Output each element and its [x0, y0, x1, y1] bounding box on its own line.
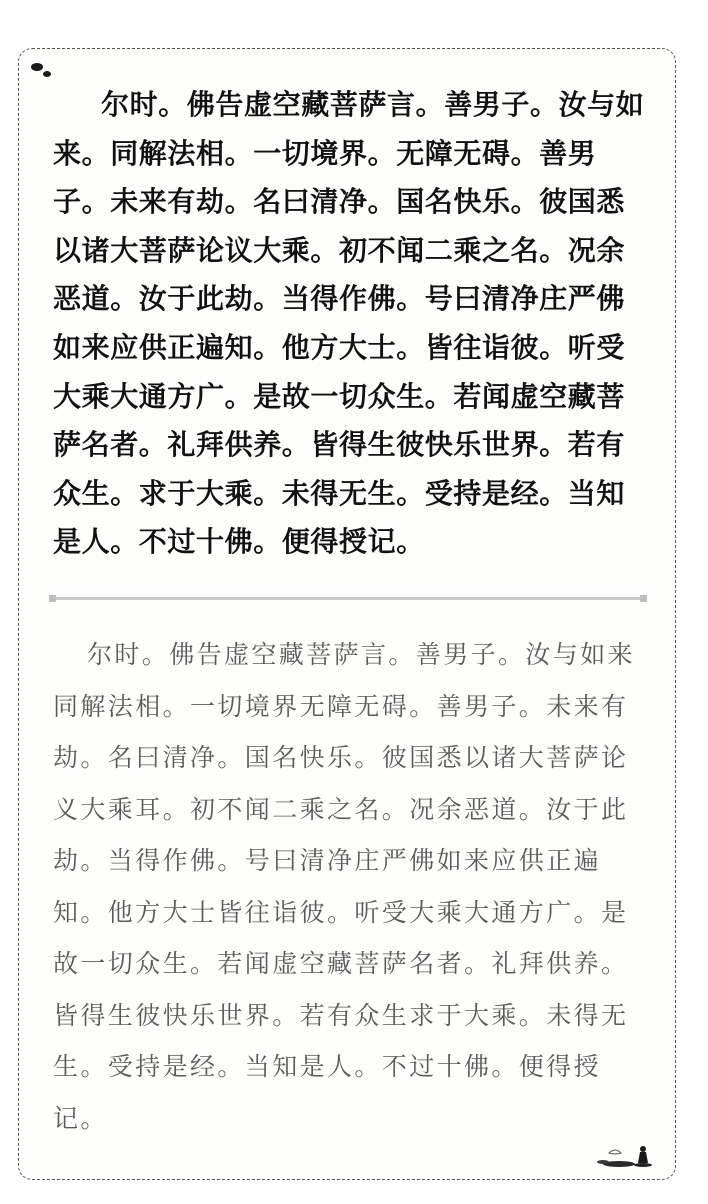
ink-figure-decoration-icon — [591, 1131, 661, 1171]
top-scripture-passage — [53, 81, 653, 567]
bottom-scripture-passage — [53, 629, 651, 1144]
bottom-passage-text: 尔时。佛告虚空藏菩萨言。善男子。汝与如来同解法相。一切境界无障无碍。善男子。未来有劫。名曰清净。国名快乐。彼国悉以诸大菩萨论义大乘耳。初不闻二乘之名。况余恶道。汝于此劫。当得作佛。号曰清净庄严佛如来应供正遍知。他方大士皆往诣彼。听受大乘大通方广。是故一切众生。若闻虚空藏菩萨名者。礼拜供养。皆得生彼快乐世界。若有众生求于大乘。未得无生。受持是经。当知是人。不过十佛。便得授记。 — [53, 640, 636, 1133]
ink-splash-decoration — [43, 71, 51, 77]
top-passage-text: 尔时。佛告虚空藏菩萨言。善男子。汝与如来。同解法相。一切境界。无障无碍。善男子。未来有劫。名曰清净。国名快乐。彼国悉以诸大菩萨论议大乘。初不闻二乘之名。况余恶道。汝于此劫。当得作佛。号曰清净庄严佛如来应供正遍知。他方大士。皆往诣彼。听受大乘大通方广。是故一切众生。若闻虚空藏菩萨名者。礼拜供养。皆得生彼快乐世界。若有众生。求于大乘。未得无生。受持是经。当知是人。不过十佛。便得授记。 — [53, 88, 645, 559]
ink-splash-decoration — [31, 63, 43, 71]
section-divider — [53, 597, 643, 600]
scripture-card — [18, 48, 676, 1180]
